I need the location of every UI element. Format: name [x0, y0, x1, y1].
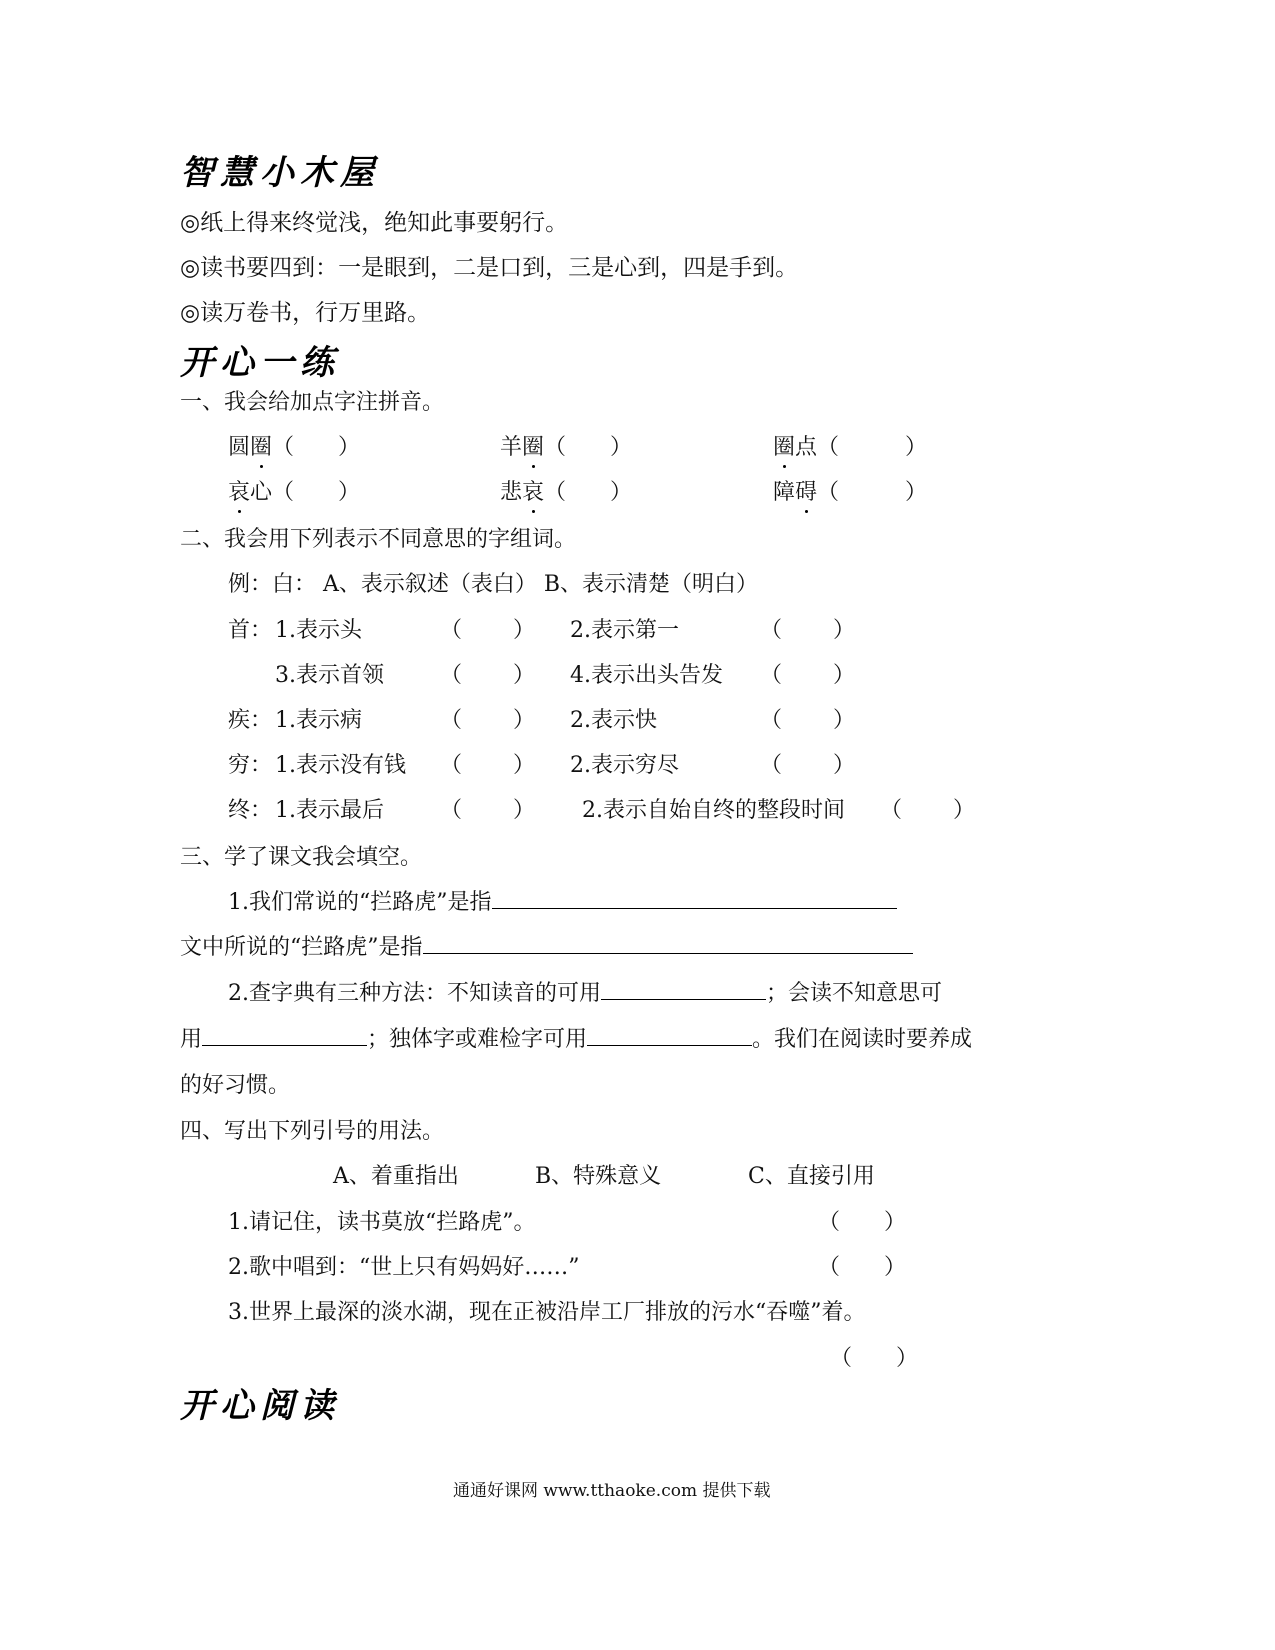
q1-title: 一、我会给加点字注拼音。: [180, 390, 445, 415]
q4-option-b: B、特殊意义: [535, 1164, 662, 1189]
fill-blank[interactable]: [492, 907, 897, 909]
q3-title: 三、学了课文我会填空。: [180, 845, 423, 870]
q2-row-paren-b: （ ）: [760, 618, 855, 643]
q2-row-paren-b: （ ）: [760, 663, 855, 688]
fill-blank[interactable]: [587, 1044, 752, 1046]
q1-item: 哀心（ ）: [228, 475, 360, 506]
q2-row-a: 1.表示最后: [275, 798, 384, 823]
q3-line-1: 1.我们常说的“拦路虎”是指: [228, 885, 897, 916]
quote-2: ◎读书要四到：一是眼到，二是口到，三是心到，四是手到。: [180, 255, 799, 281]
q1-item: 障碍（ ）: [773, 475, 927, 506]
q2-title: 二、我会用下列表示不同意思的字组词。: [180, 527, 577, 552]
q4-item-1-paren: （ ）: [818, 1210, 907, 1235]
q4-title: 四、写出下列引号的用法。: [180, 1119, 445, 1144]
q2-row-a: 1.表示头: [275, 618, 362, 643]
section-title-practice: 开心一练: [180, 343, 340, 383]
fill-blank[interactable]: [202, 1044, 367, 1046]
q2-row-b: 2.表示穷尽: [570, 753, 679, 778]
q2-example: 例：白： A、表示叙述（表白） B、表示清楚（明白）: [228, 572, 759, 597]
q2-row-head: 首：: [228, 618, 273, 643]
q2-row-b: 2.表示快: [570, 708, 657, 733]
fill-blank[interactable]: [601, 998, 766, 1000]
q4-item-3-paren: （ ）: [830, 1346, 919, 1371]
q2-row-paren-b: （ ）: [880, 798, 975, 823]
q2-row-a: 1.表示没有钱: [275, 753, 406, 778]
q2-row-head: 终：: [228, 798, 273, 823]
q3-line-5: 的好习惯。: [180, 1073, 291, 1098]
q2-row-paren-a: （ ）: [440, 708, 535, 733]
q4-item-2-paren: （ ）: [818, 1255, 907, 1280]
q2-row-paren-b: （ ）: [760, 753, 855, 778]
quote-3: ◎读万卷书，行万里路。: [180, 300, 431, 326]
q2-row-paren-a: （ ）: [440, 618, 535, 643]
q2-row-b: 2.表示自始自终的整段时间: [582, 798, 845, 823]
q2-row-b: 2.表示第一: [570, 618, 679, 643]
q2-row-head: 疾：: [228, 708, 273, 733]
q4-option-c: C、直接引用: [748, 1164, 875, 1189]
q1-item: 圆圈（ ）: [228, 430, 360, 461]
q4-item-1: 1.请记住，读书莫放“拦路虎”。: [228, 1210, 536, 1235]
q4-item-2: 2.歌中唱到：“世上只有妈妈好……”: [228, 1255, 580, 1280]
q2-row-a: 1.表示病: [275, 708, 362, 733]
q4-option-a: A、着重指出: [333, 1164, 459, 1189]
q1-item: 圈点（ ）: [773, 430, 927, 461]
q2-row-paren-a: （ ）: [440, 663, 535, 688]
q2-row-head: 穷：: [228, 753, 273, 778]
footer-text: 通通好课网 www.tthaoke.com 提供下载: [453, 1481, 771, 1501]
q1-item: 悲哀（ ）: [500, 475, 632, 506]
fill-blank[interactable]: [423, 952, 913, 954]
q2-row-b: 4.表示出头告发: [570, 663, 723, 688]
q2-row-paren-b: （ ）: [760, 708, 855, 733]
q2-row-a: 3.表示首领: [275, 663, 384, 688]
section-title-reading: 开心阅读: [180, 1386, 340, 1426]
q1-item: 羊圈（ ）: [500, 430, 632, 461]
q4-item-3: 3.世界上最深的淡水湖，现在正被沿岸工厂排放的污水“吞噬”着。: [228, 1300, 866, 1325]
q3-line-4: 用 ；独体字或难检字可用 。我们在阅读时要养成: [180, 1027, 973, 1052]
quote-1: ◎纸上得来终觉浅，绝知此事要躬行。: [180, 210, 569, 236]
q2-row-paren-a: （ ）: [440, 753, 535, 778]
section-title-wisdom: 智慧小木屋: [180, 153, 380, 193]
q3-line-2: 文中所说的“拦路虎”是指: [180, 930, 913, 961]
q3-line-3: 2.查字典有三种方法：不知读音的可用 ；会读不知意思可: [228, 981, 943, 1006]
q2-row-paren-a: （ ）: [440, 798, 535, 823]
